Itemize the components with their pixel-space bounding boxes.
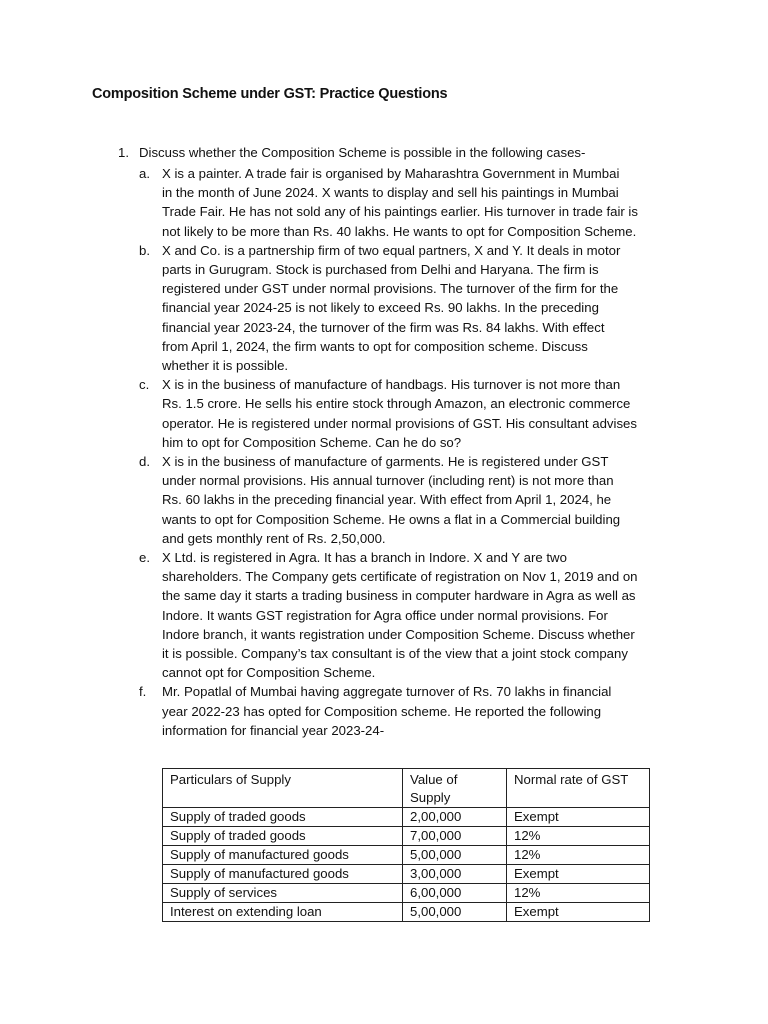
case-line: from April 1, 2024, the firm wants to opt for composition scheme. Discuss xyxy=(162,338,588,354)
header-value-line1: Value of xyxy=(410,772,458,787)
table-row xyxy=(163,865,650,884)
case-letter: c. xyxy=(139,377,150,393)
cell-rate: Exempt xyxy=(507,903,650,922)
question-text: Discuss whether the Composition Scheme is possible in the following cases- xyxy=(139,145,586,160)
cell-particulars: Supply of traded goods xyxy=(163,808,403,827)
table-row xyxy=(163,846,650,865)
case-line: Indore. It wants GST registration for Agra office under normal provisions. For xyxy=(162,607,608,623)
case-line: Trade Fair. He has not sold any of his paintings earlier. His turnover in trade fair is xyxy=(162,204,638,220)
case-line: Rs. 60 lakhs in the preceding financial year. With effect from April 1, 2024, he xyxy=(162,492,612,508)
case-line: under normal provisions. His annual turnover (including rent) is not more than xyxy=(162,473,614,489)
header-particulars: Particulars of Supply xyxy=(163,769,403,808)
case-line: information for financial year 2023-24- xyxy=(162,722,385,738)
case-line: financial year 2023-24, the turnover of the firm was Rs. 84 lakhs. With effect xyxy=(162,319,605,335)
case-letter: a. xyxy=(139,166,150,181)
cell-particulars: Supply of manufactured goods xyxy=(163,846,403,865)
case-line: operator. He is registered under normal provisions of GST. His consultant advises xyxy=(162,415,637,431)
table-header-row xyxy=(163,769,650,808)
table-row xyxy=(163,808,650,827)
case-line: it is possible. Company’s tax consultant is of the view that a joint stock company xyxy=(162,646,628,662)
cell-value: 2,00,000 xyxy=(403,808,507,827)
case-text xyxy=(162,375,679,452)
case-letter: b. xyxy=(139,242,150,258)
case-letter: d. xyxy=(139,454,150,470)
case-e xyxy=(139,548,679,682)
case-b xyxy=(139,241,679,375)
cell-particulars: Interest on extending loan xyxy=(163,903,403,922)
case-line: Indore branch, it wants registration under Composition Scheme. Discuss whether xyxy=(162,626,635,642)
cell-particulars: Supply of traded goods xyxy=(163,827,403,846)
cell-particulars: Supply of manufactured goods xyxy=(163,865,403,884)
case-line: not likely to be more than Rs. 40 lakhs. He wants to opt for Composition Scheme. xyxy=(162,223,637,239)
case-letter: f. xyxy=(139,684,147,700)
header-value-line2: Supply xyxy=(410,790,451,805)
case-line: X is in the business of manufacture of handbags. His turnover is not more than xyxy=(162,377,621,393)
case-c xyxy=(139,375,679,452)
case-line: shareholders. The Company gets certificate of registration on Nov 1, 2019 and on xyxy=(162,569,638,585)
cell-value: 6,00,000 xyxy=(403,884,507,903)
cell-rate: 12% xyxy=(507,884,650,903)
case-line: registered under GST under normal provisions. The turnover of the firm for the xyxy=(162,281,619,297)
case-line: parts in Gurugram. Stock is purchased from Delhi and Haryana. The firm is xyxy=(162,262,599,278)
case-text xyxy=(162,452,679,548)
table-row xyxy=(163,884,650,903)
header-value xyxy=(403,769,507,808)
supply-table xyxy=(162,768,650,922)
case-letter: e. xyxy=(139,550,150,566)
case-line: year 2022-23 has opted for Composition scheme. He reported the following xyxy=(162,703,602,719)
case-text xyxy=(162,241,679,375)
case-line: X is a painter. A trade fair is organised by Maharashtra Government in Mumbai xyxy=(162,166,620,181)
case-line: Mr. Popatlal of Mumbai having aggregate turnover of Rs. 70 lakhs in financial xyxy=(162,684,612,700)
case-line: X and Co. is a partnership firm of two equal partners, X and Y. It deals in motor xyxy=(162,242,621,258)
cell-value: 5,00,000 xyxy=(403,846,507,865)
case-line: Rs. 1.5 crore. He sells his entire stock through Amazon, an electronic commerce xyxy=(162,396,631,412)
case-text xyxy=(162,548,679,682)
page-title: Composition Scheme under GST: Practice Questions xyxy=(92,86,448,102)
case-line: the same day it starts a trading business in computer hardware in Agra as well as xyxy=(162,588,636,604)
cell-value: 5,00,000 xyxy=(403,903,507,922)
case-text xyxy=(162,682,679,740)
cell-particulars: Supply of services xyxy=(163,884,403,903)
case-a xyxy=(139,164,679,241)
cell-rate: 12% xyxy=(507,846,650,865)
header-rate: Normal rate of GST xyxy=(507,769,650,808)
question-number: 1. xyxy=(118,145,129,160)
table-row xyxy=(163,903,650,922)
case-text xyxy=(162,164,679,241)
case-line: X is in the business of manufacture of garments. He is registered under GST xyxy=(162,454,609,470)
cell-rate: 12% xyxy=(507,827,650,846)
case-line: financial year 2024-25 is not likely to exceed Rs. 90 lakhs. In the preceding xyxy=(162,300,599,316)
cell-rate: Exempt xyxy=(507,865,650,884)
case-f xyxy=(139,682,679,740)
cell-rate: Exempt xyxy=(507,808,650,827)
case-line: in the month of June 2024. X wants to display and sell his paintings in Mumbai xyxy=(162,185,619,201)
table-row xyxy=(163,827,650,846)
case-line: him to opt for Composition Scheme. Can he do so? xyxy=(162,434,462,450)
case-line: and gets monthly rent of Rs. 2,50,000. xyxy=(162,530,386,546)
case-line: wants to opt for Composition Scheme. He owns a flat in a Commercial building xyxy=(162,511,621,527)
case-line: cannot opt for Composition Scheme. xyxy=(162,665,376,681)
case-d xyxy=(139,452,679,548)
case-line: X Ltd. is registered in Agra. It has a branch in Indore. X and Y are two xyxy=(162,550,567,566)
cell-value: 3,00,000 xyxy=(403,865,507,884)
case-line: whether it is possible. xyxy=(162,358,289,374)
cell-value: 7,00,000 xyxy=(403,827,507,846)
case-list xyxy=(139,164,679,740)
